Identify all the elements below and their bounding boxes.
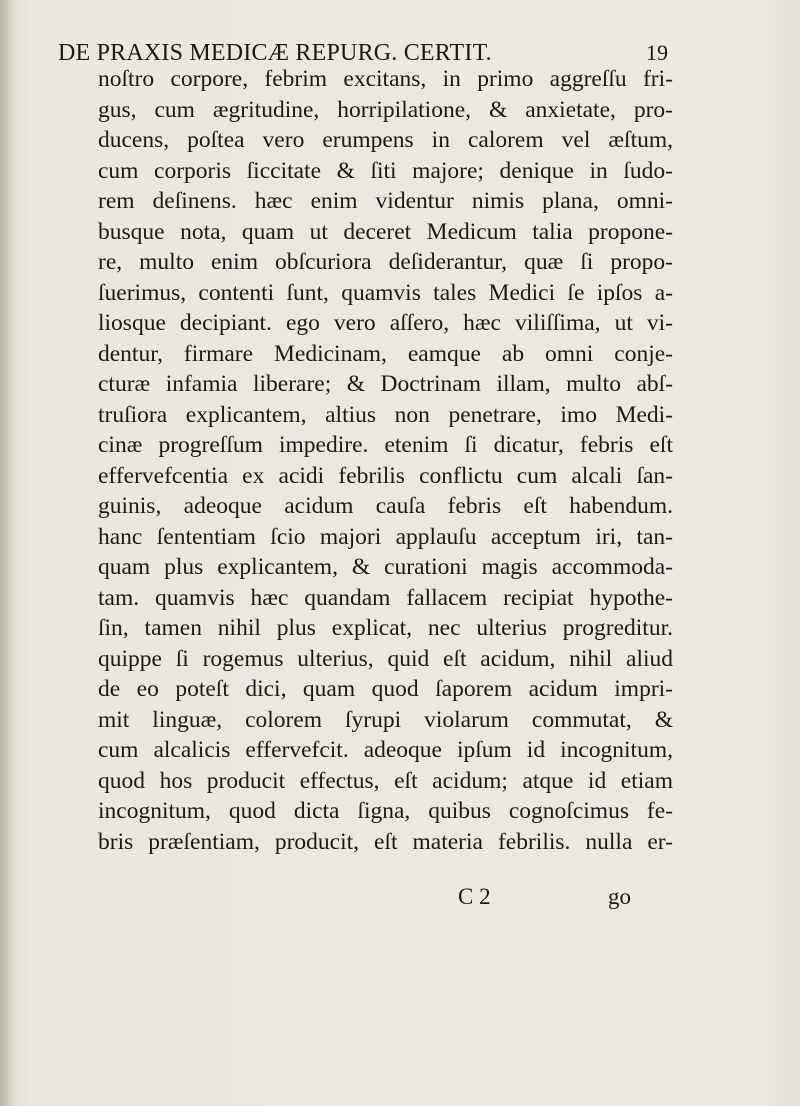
text-line: quam plus explicantem, & curationi magis accommoda- — [98, 554, 673, 580]
text-line: tam. quamvis hæc quandam fallacem recipiat hypothe- — [98, 584, 673, 611]
text-line: cturæ infamia liberare; & Doctrinam illam, multo abſ- — [98, 371, 673, 397]
text-line: rem deſinens. hæc enim videntur nimis plana, omni- — [98, 188, 673, 214]
text-line: quod hos producit effectus, eſt acidum; atque id etiam — [98, 767, 673, 794]
catchword: go — [608, 884, 631, 909]
running-head: DE PRAXIS MEDICÆ REPURG. CERTIT. — [58, 40, 492, 66]
text-line: noſtro corpore, febrim excitans, in primo aggreſſu fri- — [98, 66, 673, 92]
text-line: effervefcentia ex acidi febrilis conflictu cum alcali ſan- — [98, 462, 673, 489]
text-line: dentur, firmare Medicinam, eamque ab omni conje- — [98, 340, 673, 367]
text-line: ſin, tamen nihil plus explicat, nec ulterius progreditur. — [98, 615, 673, 641]
text-line: mit linguæ, colorem ſyrupi violarum commutat, & — [98, 706, 673, 733]
text-line: liosque decipiant. ego vero aſſero, hæc viliſſima, ut vi- — [98, 310, 673, 336]
text-line: incognitum, quod dicta ſigna, quibus cognoſcimus fe- — [98, 798, 673, 824]
text-line: guinis, adeoque acidum cauſa febris eſt habendum. — [98, 493, 673, 519]
text-line: ducens, poſtea vero erumpens in calorem vel æſtum, — [98, 127, 673, 153]
text-line: cinæ progreſſum impedire. etenim ſi dicatur, febris eſt — [98, 432, 673, 458]
text-line: cum alcalicis effervefcit. adeoque ipſum id incognitum, — [98, 737, 673, 763]
page-header — [58, 40, 668, 67]
text-line: ſuerimus, contenti ſunt, quamvis tales Medici ſe ipſos a- — [98, 279, 673, 306]
text-line: cum corporis ſiccitate & ſiti majore; denique in ſudo- — [98, 157, 673, 184]
text-line: busque nota, quam ut deceret Medicum talia propone- — [98, 218, 673, 245]
text-line: de eo poteſt dici, quam quod ſaporem acidum impri- — [98, 676, 673, 702]
text-line: truſiora explicantem, altius non penetrare, imo Medi- — [98, 401, 673, 428]
signature-mark: C 2 — [458, 884, 491, 909]
text-line: re, multo enim obſcuriora deſiderantur, quæ ſi propo- — [98, 249, 673, 275]
body-text — [98, 64, 673, 857]
page-gutter-shadow — [0, 0, 14, 1106]
text-line: quippe ſi rogemus ulterius, quid eſt acidum, nihil aliud — [98, 645, 673, 672]
text-line: gus, cum ægritudine, horripilatione, & anxietate, pro- — [98, 96, 673, 123]
text-line: bris præſentiam, producit, eſt materia febrilis. nulla er- — [98, 828, 673, 855]
page-number: 19 — [646, 40, 668, 65]
page-footer — [98, 884, 658, 914]
text-line: hanc ſententiam ſcio majori applauſu acceptum iri, tan- — [98, 523, 673, 550]
